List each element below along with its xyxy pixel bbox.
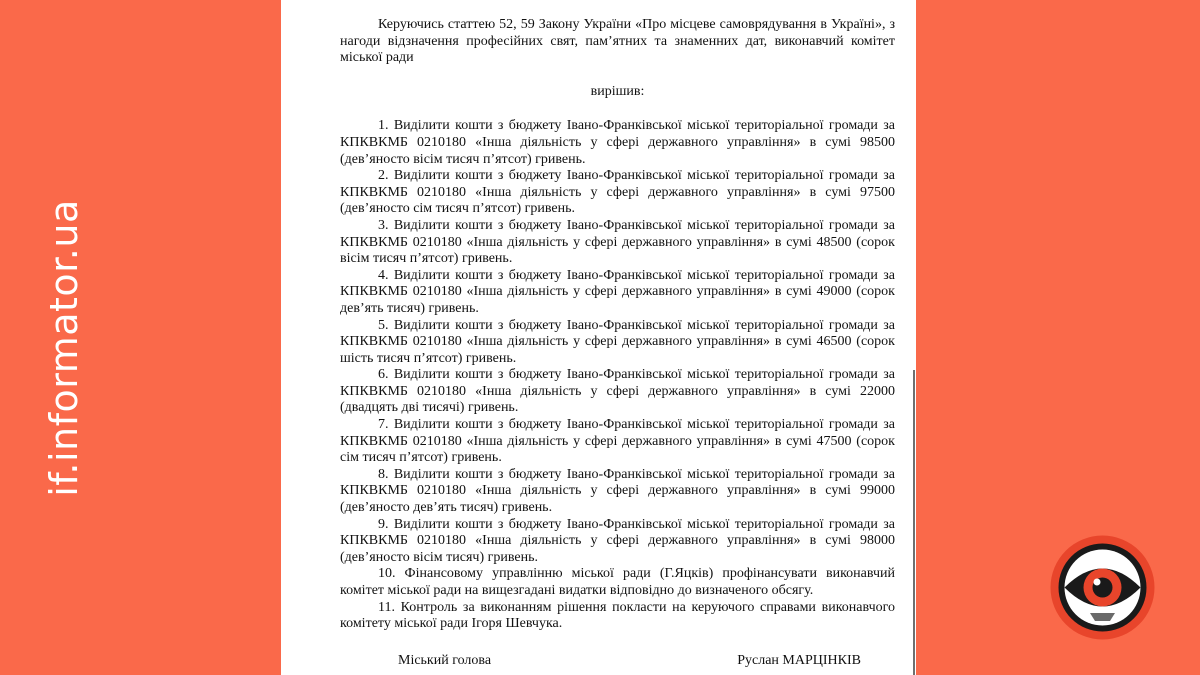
page-edge-line — [913, 370, 915, 675]
decision-item-3: 3. Виділити кошти з бюджету Івано-Франківської міської територіальної громади за КПКВКМБ 0210180 «Інша діяльність у сфері державного управління» в сумі 48500 (сорок вісім тисяч п’ятсот) гривень. — [340, 217, 895, 267]
decided-heading: вирішив: — [590, 83, 645, 99]
decision-item-5: 5. Виділити кошти з бюджету Івано-Франківської міської територіальної громади за КПКВКМБ 0210180 «Інша діяльність у сфері державного управління» в сумі 46500 (сорок шість тисяч п’ятсот) гривень. — [340, 317, 895, 366]
eye-lens-icon — [1050, 535, 1155, 640]
signature-title: Міський голова — [398, 652, 492, 668]
decision-item-11: 11. Контроль за виконанням рішення покласти на керуючого справами виконавчого комітету міської ради Ігоря Шевчука. — [340, 599, 895, 632]
document-page — [281, 0, 916, 675]
decision-item-1: 1. Виділити кошти з бюджету Івано-Франківської міської територіальної громади за КПКВКМБ 0210180 «Інша діяльність у сфері державного управління» в сумі 98500 (дев’яносто вісім тисяч п’ятсот) гривень. — [340, 118, 895, 167]
decision-item-6: 6. Виділити кошти з бюджету Івано-Франківської міської територіальної громади за КПКВКМБ 0210180 «Інша діяльність у сфері державного управління» в сумі 22000 (двадцять дві тисячі) гривень. — [340, 367, 895, 416]
decision-item-9: 9. Виділити кошти з бюджету Івано-Франківської міської територіальної громади за КПКВКМБ 0210180 «Інша діяльність у сфері державного управління» в сумі 98000 (дев’яносто вісім тисяч) гривень. — [340, 516, 895, 565]
site-brand-text: if.informator.ua — [42, 199, 87, 497]
site-brand-vertical — [34, 188, 94, 508]
decision-item-2: 2. Виділити кошти з бюджету Івано-Франківської міської територіальної громади за КПКВКМБ 0210180 «Інша діяльність у сфері державного управління» в сумі 97500 (дев’яносто сім тисяч п’ятсот) гривень. — [340, 168, 895, 217]
decision-item-7: 7. Виділити кошти з бюджету Івано-Франківської міської територіальної громади за КПКВКМБ 0210180 «Інша діяльність у сфері державного управління» в сумі 47500 (сорок сім тисяч п’ятсот) гривень. — [340, 417, 895, 466]
decision-item-8: 8. Виділити кошти з бюджету Івано-Франківської міської територіальної громади за КПКВКМБ 0210180 «Інша діяльність у сфері державного управління» в сумі 99000 (дев’яносто дев’ять тисяч) гривень. — [340, 466, 895, 516]
decision-item-10: 10. Фінансовому управлінню міської ради (Г.Яцків) профінансувати виконавчий комітет міської ради на вищезгадані видатки відповідно до визначеного обсягу. — [340, 566, 895, 598]
intro-paragraph: Керуючись статтею 52, 59 Закону України «Про місцеве самоврядування в Україні», з нагоди відзначення професійних свят, пам’ятних та знаменних дат, виконавчий комітет міської ради — [340, 17, 895, 66]
signature-name: Руслан МАРЦІНКІВ — [737, 652, 861, 668]
signature-block — [340, 653, 861, 670]
decision-item-4: 4. Виділити кошти з бюджету Івано-Франківської міської територіальної громади за КПКВКМБ 0210180 «Інша діяльність у сфері державного управління» в сумі 49000 (сорок дев’ять тисяч) гривень. — [340, 267, 895, 316]
decision-items — [340, 118, 916, 632]
